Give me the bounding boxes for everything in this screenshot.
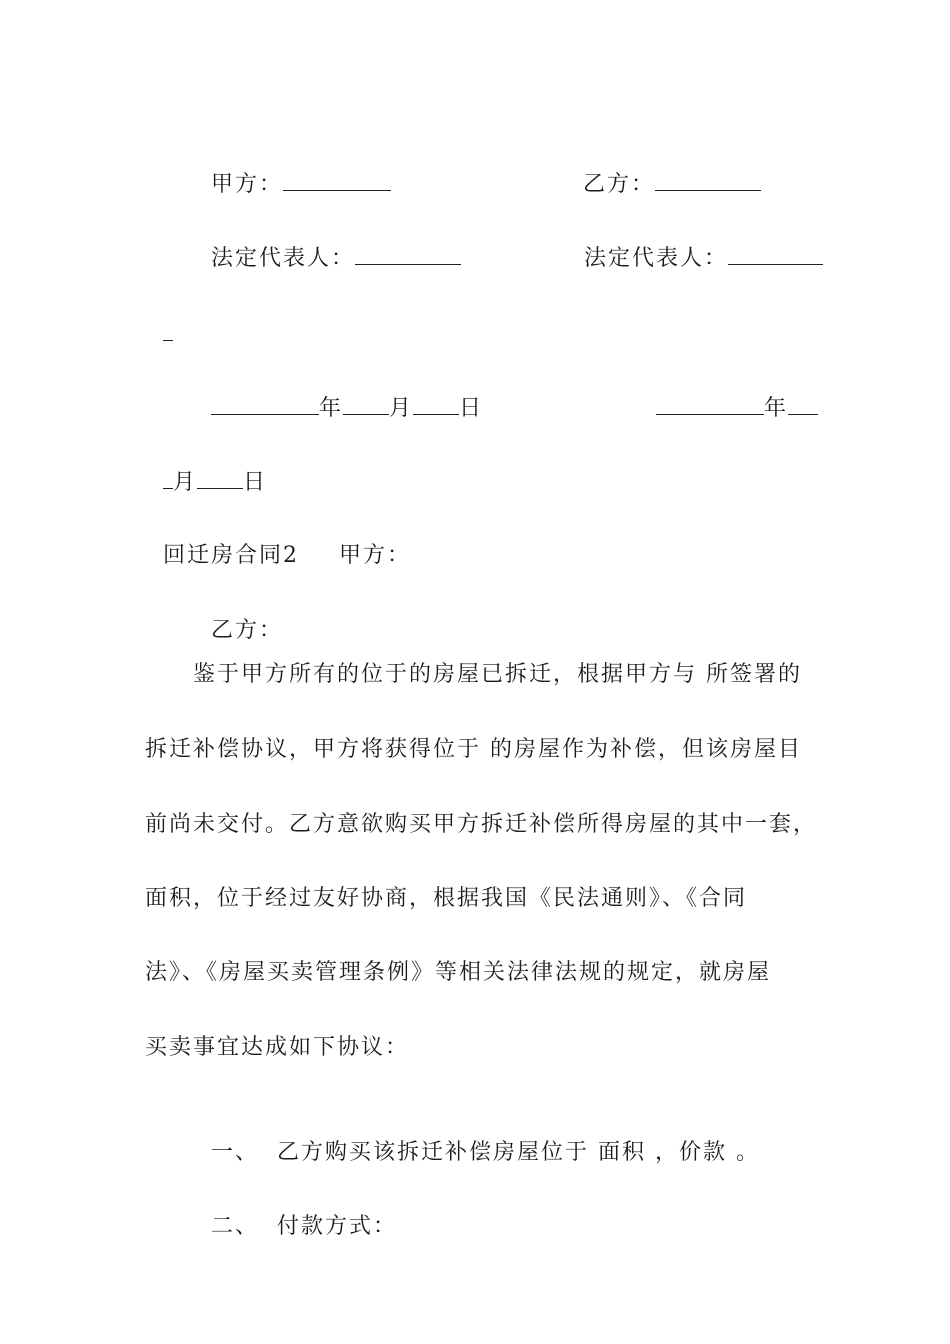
date-b-line bbox=[638, 362, 818, 424]
date-a-day: 日 bbox=[459, 396, 484, 421]
date-b-day-blank bbox=[197, 466, 243, 489]
legal-rep-a-blank bbox=[355, 242, 461, 265]
date-a-line bbox=[193, 362, 483, 424]
legal-rep-b-blank-wrap bbox=[145, 288, 173, 350]
contract2-body-line-6: 买卖事宜达成如下协议： bbox=[145, 1035, 410, 1060]
contract2-body-line-2: 拆迁补偿协议，甲方将获得位于 的房屋作为补偿，但该房屋目 bbox=[145, 737, 802, 762]
party-b-label: 乙方： bbox=[583, 172, 656, 197]
date-b-day: 日 bbox=[243, 470, 268, 495]
clause-2 bbox=[193, 1182, 397, 1242]
date-a-month: 月 bbox=[389, 396, 414, 421]
contract2-party-a-label: 甲方： bbox=[339, 543, 412, 568]
legal-rep-b-line bbox=[566, 212, 823, 274]
contract2-body-line-1: 鉴于甲方所有的位于的房屋已拆迁，根据甲方与 所签署的 bbox=[193, 662, 802, 687]
clause-1-number: 一、 bbox=[211, 1140, 260, 1165]
legal-rep-b-blank bbox=[728, 242, 823, 265]
date-a-month-blank bbox=[343, 392, 389, 415]
party-a-signature-line bbox=[193, 138, 391, 200]
date-b-year-blank bbox=[656, 392, 764, 415]
clause-1-text: 乙方购买该拆迁补偿房屋位于 面积 ，价款 。 bbox=[277, 1140, 760, 1165]
contract2-body-line-3: 前尚未交付。乙方意欲购买甲方拆迁补偿所得房屋的其中一套， bbox=[145, 812, 818, 837]
party-b-signature-line bbox=[565, 138, 761, 200]
legal-rep-b-label: 法定代表人： bbox=[584, 246, 729, 271]
contract2-heading-line bbox=[145, 511, 411, 571]
legal-rep-a-line bbox=[193, 212, 461, 274]
date-b-line-cont bbox=[145, 436, 267, 498]
clause-2-text: 付款方式： bbox=[277, 1214, 398, 1239]
clause-2-number: 二、 bbox=[211, 1214, 260, 1239]
date-b-year: 年 bbox=[764, 396, 789, 421]
party-a-label: 甲方： bbox=[211, 172, 284, 197]
date-a-day-blank bbox=[413, 392, 459, 415]
legal-rep-a-label: 法定代表人： bbox=[211, 246, 356, 271]
legal-rep-b-blank-cont bbox=[163, 318, 173, 341]
contract2-heading: 回迁房合同2 bbox=[163, 543, 299, 568]
contract2-party-b-label: 乙方： bbox=[211, 618, 284, 643]
date-b-month-blank-cont bbox=[163, 466, 173, 489]
date-a-year-blank bbox=[211, 392, 319, 415]
date-a-year: 年 bbox=[319, 396, 344, 421]
contract2-body-line-5: 法》、《房屋买卖管理条例》等相关法律法规的规定，就房屋 bbox=[145, 960, 772, 985]
party-a-blank bbox=[283, 168, 391, 191]
clause-1 bbox=[193, 1108, 760, 1168]
date-b-month: 月 bbox=[173, 470, 198, 495]
contract2-body-line-4: 面积，位于经过友好协商，根据我国《民法通则》、《合同 bbox=[145, 886, 748, 911]
date-b-month-blank-part bbox=[788, 392, 818, 415]
contract2-party-b-line bbox=[193, 586, 283, 646]
party-b-blank bbox=[655, 168, 761, 191]
